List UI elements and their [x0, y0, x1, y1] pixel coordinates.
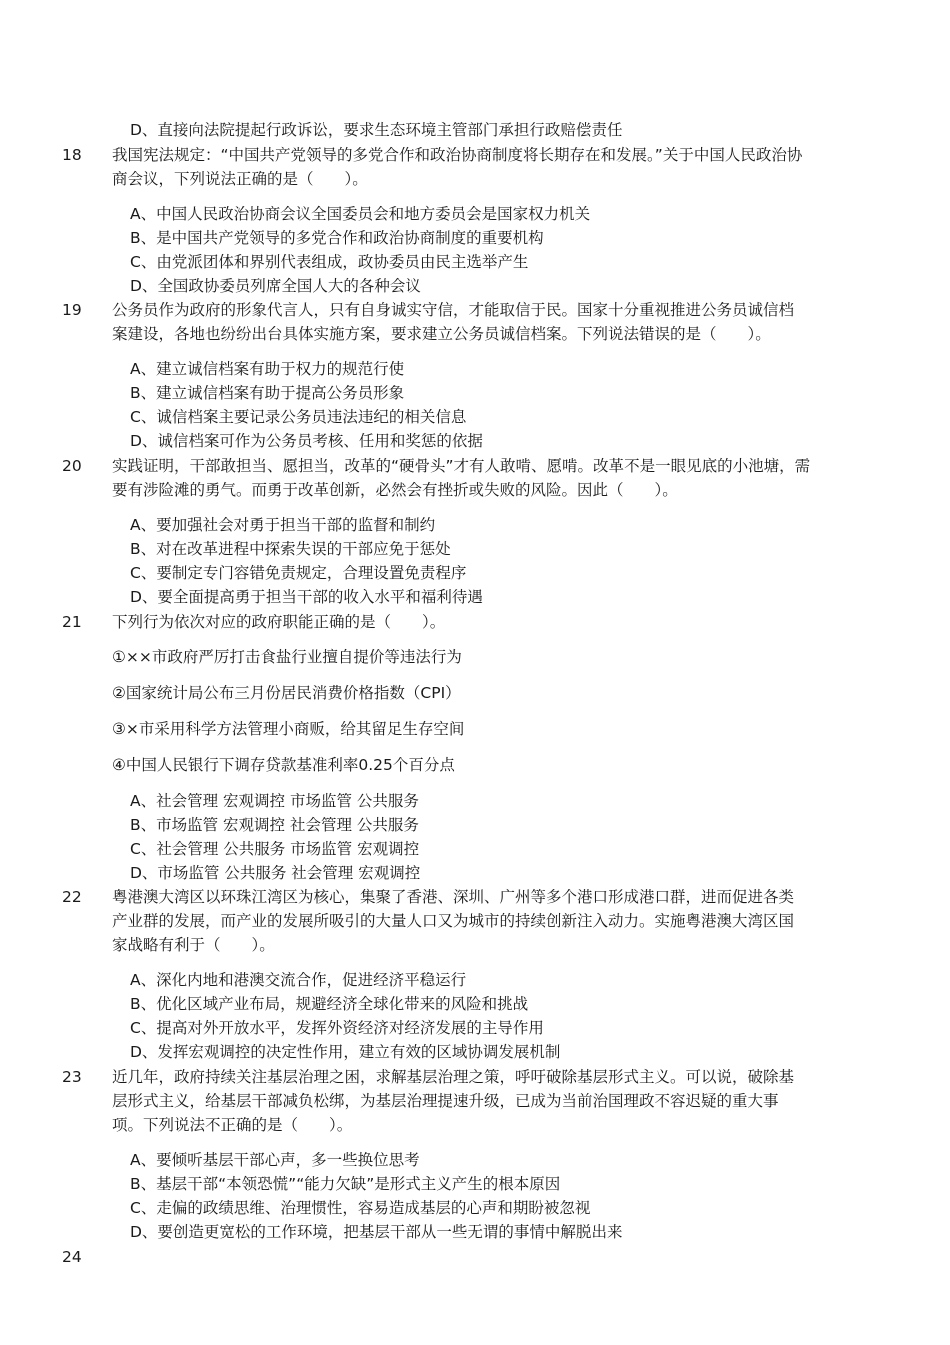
option-22-b: B、优化区域产业布局，规避经济全球化带来的风险和挑战	[130, 995, 529, 1013]
option-23-a: A、要倾听基层干部心声，多一些换位思考	[130, 1151, 420, 1169]
option-22-c: C、提高对外开放水平，发挥外资经济对经济发展的主导作用	[130, 1019, 544, 1037]
stem-line: 公务员作为政府的形象代言人，只有自身诚实守信，才能取信于民。国家十分重视推进公务员诚信档	[112, 301, 795, 319]
question-number-21: 21	[62, 613, 82, 631]
stem-line: 实践证明，干部敢担当、愿担当，改革的“硬骨头”才有人敢啃、愿啃。改革不是一眼见底的小池塘，需	[112, 457, 811, 475]
stem-line: 案建设，各地也纷纷出台具体实施方案，要求建立公务员诚信档案。下列说法错误的是（ ）。	[112, 325, 771, 343]
option-23-b: B、基层干部“本领恐慌”“能力欠缺”是形式主义产生的根本原因	[130, 1175, 561, 1193]
option-20-a: A、要加强社会对勇于担当干部的监督和制约	[130, 516, 436, 534]
stem-line: 粤港澳大湾区以环珠江湾区为核心，集聚了香港、深圳、广州等多个港口形成港口群，进而促进各类	[112, 888, 795, 906]
option-20-d: D、要全面提高勇于担当干部的收入水平和福利待遇	[130, 588, 483, 606]
question-stem-21	[112, 610, 862, 634]
stem-line: 要有涉险滩的勇气。而勇于改革创新，必然会有挫折或失败的风险。因此（ ）。	[112, 481, 678, 499]
option-19-d: D、诚信档案可作为公务员考核、任用和奖惩的依据	[130, 432, 483, 450]
option-23-c: C、走偏的政绩思维、治理惯性，容易造成基层的心声和期盼被忽视	[130, 1199, 591, 1217]
question-stem-20	[112, 454, 862, 502]
option-22-d: D、发挥宏观调控的决定性作用，建立有效的区域协调发展机制	[130, 1043, 561, 1061]
option-21-a: A、社会管理 宏观调控 市场监管 公共服务	[130, 792, 419, 810]
option-21-d: D、市场监管 公共服务 社会管理 宏观调控	[130, 864, 421, 882]
stem-line: 家战略有利于（ ）。	[112, 936, 275, 954]
option-18-b: B、是中国共产党领导的多党合作和政治协商制度的重要机构	[130, 229, 544, 247]
question-number-24: 24	[62, 1248, 82, 1266]
stem-line: 我国宪法规定：“中国共产党领导的多党合作和政治协商制度将长期存在和发展。”关于中国人民政治协	[112, 146, 803, 164]
option-20-b: B、对在改革进程中探索失误的干部应免于惩处	[130, 540, 451, 558]
option-21-c: C、社会管理 公共服务 市场监管 宏观调控	[130, 840, 420, 858]
statement-item-1: ①××市政府严厉打击食盐行业擅自提价等违法行为	[112, 648, 462, 666]
stem-line: 产业群的发展，而产业的发展所吸引的大量人口又为城市的持续创新注入动力。实施粤港澳大湾区国	[112, 912, 795, 930]
option-prev-d: D、直接向法院提起行政诉讼，要求生态环境主管部门承担行政赔偿责任	[130, 121, 623, 139]
stem-line: 近几年，政府持续关注基层治理之困，求解基层治理之策，呼吁破除基层形式主义。可以说，破除基	[112, 1068, 795, 1086]
option-20-c: C、要制定专门容错免责规定，合理设置免责程序	[130, 564, 467, 582]
option-22-a: A、深化内地和港澳交流合作，促进经济平稳运行	[130, 971, 467, 989]
stem-line: 层形式主义，给基层干部减负松绑，为基层治理提速升级，已成为当前治国理政不容迟疑的重大事	[112, 1092, 779, 1110]
option-18-d: D、全国政协委员列席全国人大的各种会议	[130, 277, 421, 295]
question-number-20: 20	[62, 457, 82, 475]
option-19-c: C、诚信档案主要记录公务员违法违纪的相关信息	[130, 408, 467, 426]
option-21-b: B、市场监管 宏观调控 社会管理 公共服务	[130, 816, 419, 834]
question-number-19: 19	[62, 301, 82, 319]
question-number-22: 22	[62, 888, 82, 906]
statement-item-4: ④中国人民银行下调存贷款基准利率0.25个百分点	[112, 756, 455, 774]
question-stem-22	[112, 885, 862, 957]
question-number-18: 18	[62, 146, 82, 164]
statement-item-2: ②国家统计局公布三月份居民消费价格指数（CPI）	[112, 684, 461, 702]
stem-line: 下列行为依次对应的政府职能正确的是（ ）。	[112, 613, 446, 631]
option-18-c: C、由党派团体和界别代表组成，政协委员由民主选举产生	[130, 253, 529, 271]
question-stem-23	[112, 1065, 862, 1137]
option-23-d: D、要创造更宽松的工作环境，把基层干部从一些无谓的事情中解脱出来	[130, 1223, 623, 1241]
option-18-a: A、中国人民政治协商会议全国委员会和地方委员会是国家权力机关	[130, 205, 591, 223]
stem-line: 商会议，下列说法正确的是（ ）。	[112, 170, 368, 188]
option-19-a: A、建立诚信档案有助于权力的规范行使	[130, 360, 405, 378]
stem-line: 项。下列说法不正确的是（ ）。	[112, 1116, 353, 1134]
question-number-23: 23	[62, 1068, 82, 1086]
option-19-b: B、建立诚信档案有助于提高公务员形象	[130, 384, 405, 402]
question-stem-18	[112, 143, 862, 191]
question-stem-19	[112, 298, 862, 346]
statement-item-3: ③×市采用科学方法管理小商贩，给其留足生存空间	[112, 720, 465, 738]
